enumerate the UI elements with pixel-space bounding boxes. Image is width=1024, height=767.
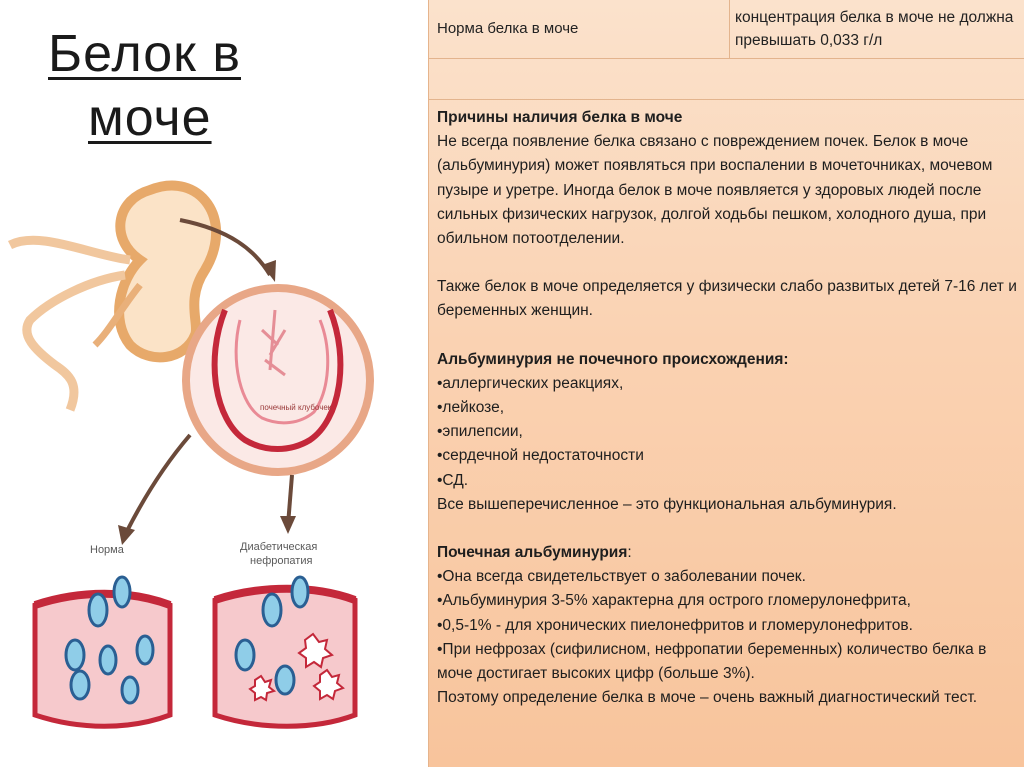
nonrenal-heading: Альбуминурия не почечного происхождения:: [437, 350, 789, 368]
label-diab-1: Диабетическая: [240, 541, 318, 553]
renal-item: •Альбуминурия 3-5% характерна для острого гломерулонефрита,: [437, 592, 911, 610]
label-norm: Норма: [90, 544, 124, 556]
nonrenal-summary: Все вышеперечисленное – это функциональная альбуминурия.: [437, 495, 897, 513]
renal-item: •0,5-1% - для хронических пиелонефритов и гломерулонефритов.: [437, 616, 913, 634]
title-line-2: моче: [88, 89, 212, 147]
causes-text: Не всегда появление белка связано с повреждением почек. Белок в моче (альбуминурия) может появляться при воспалении в мочеточниках, мочевом пузыре и уретре. Иногда белок в моче появляется у здоровых людей после сильных физических нагрузок, долгой ходьбы пешком, холодного душа, при обильном потоотделении.: [437, 133, 993, 248]
norm-value: концентрация белка в моче не должна превышать 0,033 г/л: [735, 9, 1014, 49]
nonrenal-item: •эпилепсии,: [437, 423, 523, 441]
causes-cell: [437, 106, 1021, 710]
glomerulus-label: почечный клубочек: [260, 403, 332, 412]
slide-title: [48, 22, 288, 150]
causes-heading: Причины наличия белка в моче: [437, 109, 683, 126]
norm-label: Норма белка в моче: [437, 20, 579, 37]
renal-item: •При нефрозах (сифилисном, нефропатии беременных) количество белка в моче достигает высоких цифр (больше 3%).: [437, 640, 987, 683]
renal-heading: Почечная альбуминурия: [437, 544, 628, 562]
nonrenal-item: •сердечной недостаточности: [437, 447, 644, 465]
renal-colon: :: [627, 544, 632, 562]
nonrenal-item: •СД.: [437, 471, 469, 489]
info-table: [428, 0, 1024, 767]
cell-divider: [729, 0, 730, 58]
label-diab-2: нефропатия: [250, 555, 313, 567]
norm-row: [429, 0, 1024, 59]
nonrenal-item: •лейкозе,: [437, 399, 505, 417]
kidney-illustration: [0, 160, 425, 760]
conclusion: Поэтому определение белка в моче – очень важный диагностический тест.: [437, 689, 978, 707]
nonrenal-item: •аллергических реакциях,: [437, 374, 624, 392]
title-line-1: Белок в: [48, 25, 241, 83]
also-text: Также белок в моче определяется у физически слабо развитых детей 7-16 лет и беременных женщин.: [437, 278, 1017, 320]
empty-row: [429, 59, 1024, 100]
renal-item: •Она всегда свидетельствует о заболевании почек.: [437, 568, 806, 586]
